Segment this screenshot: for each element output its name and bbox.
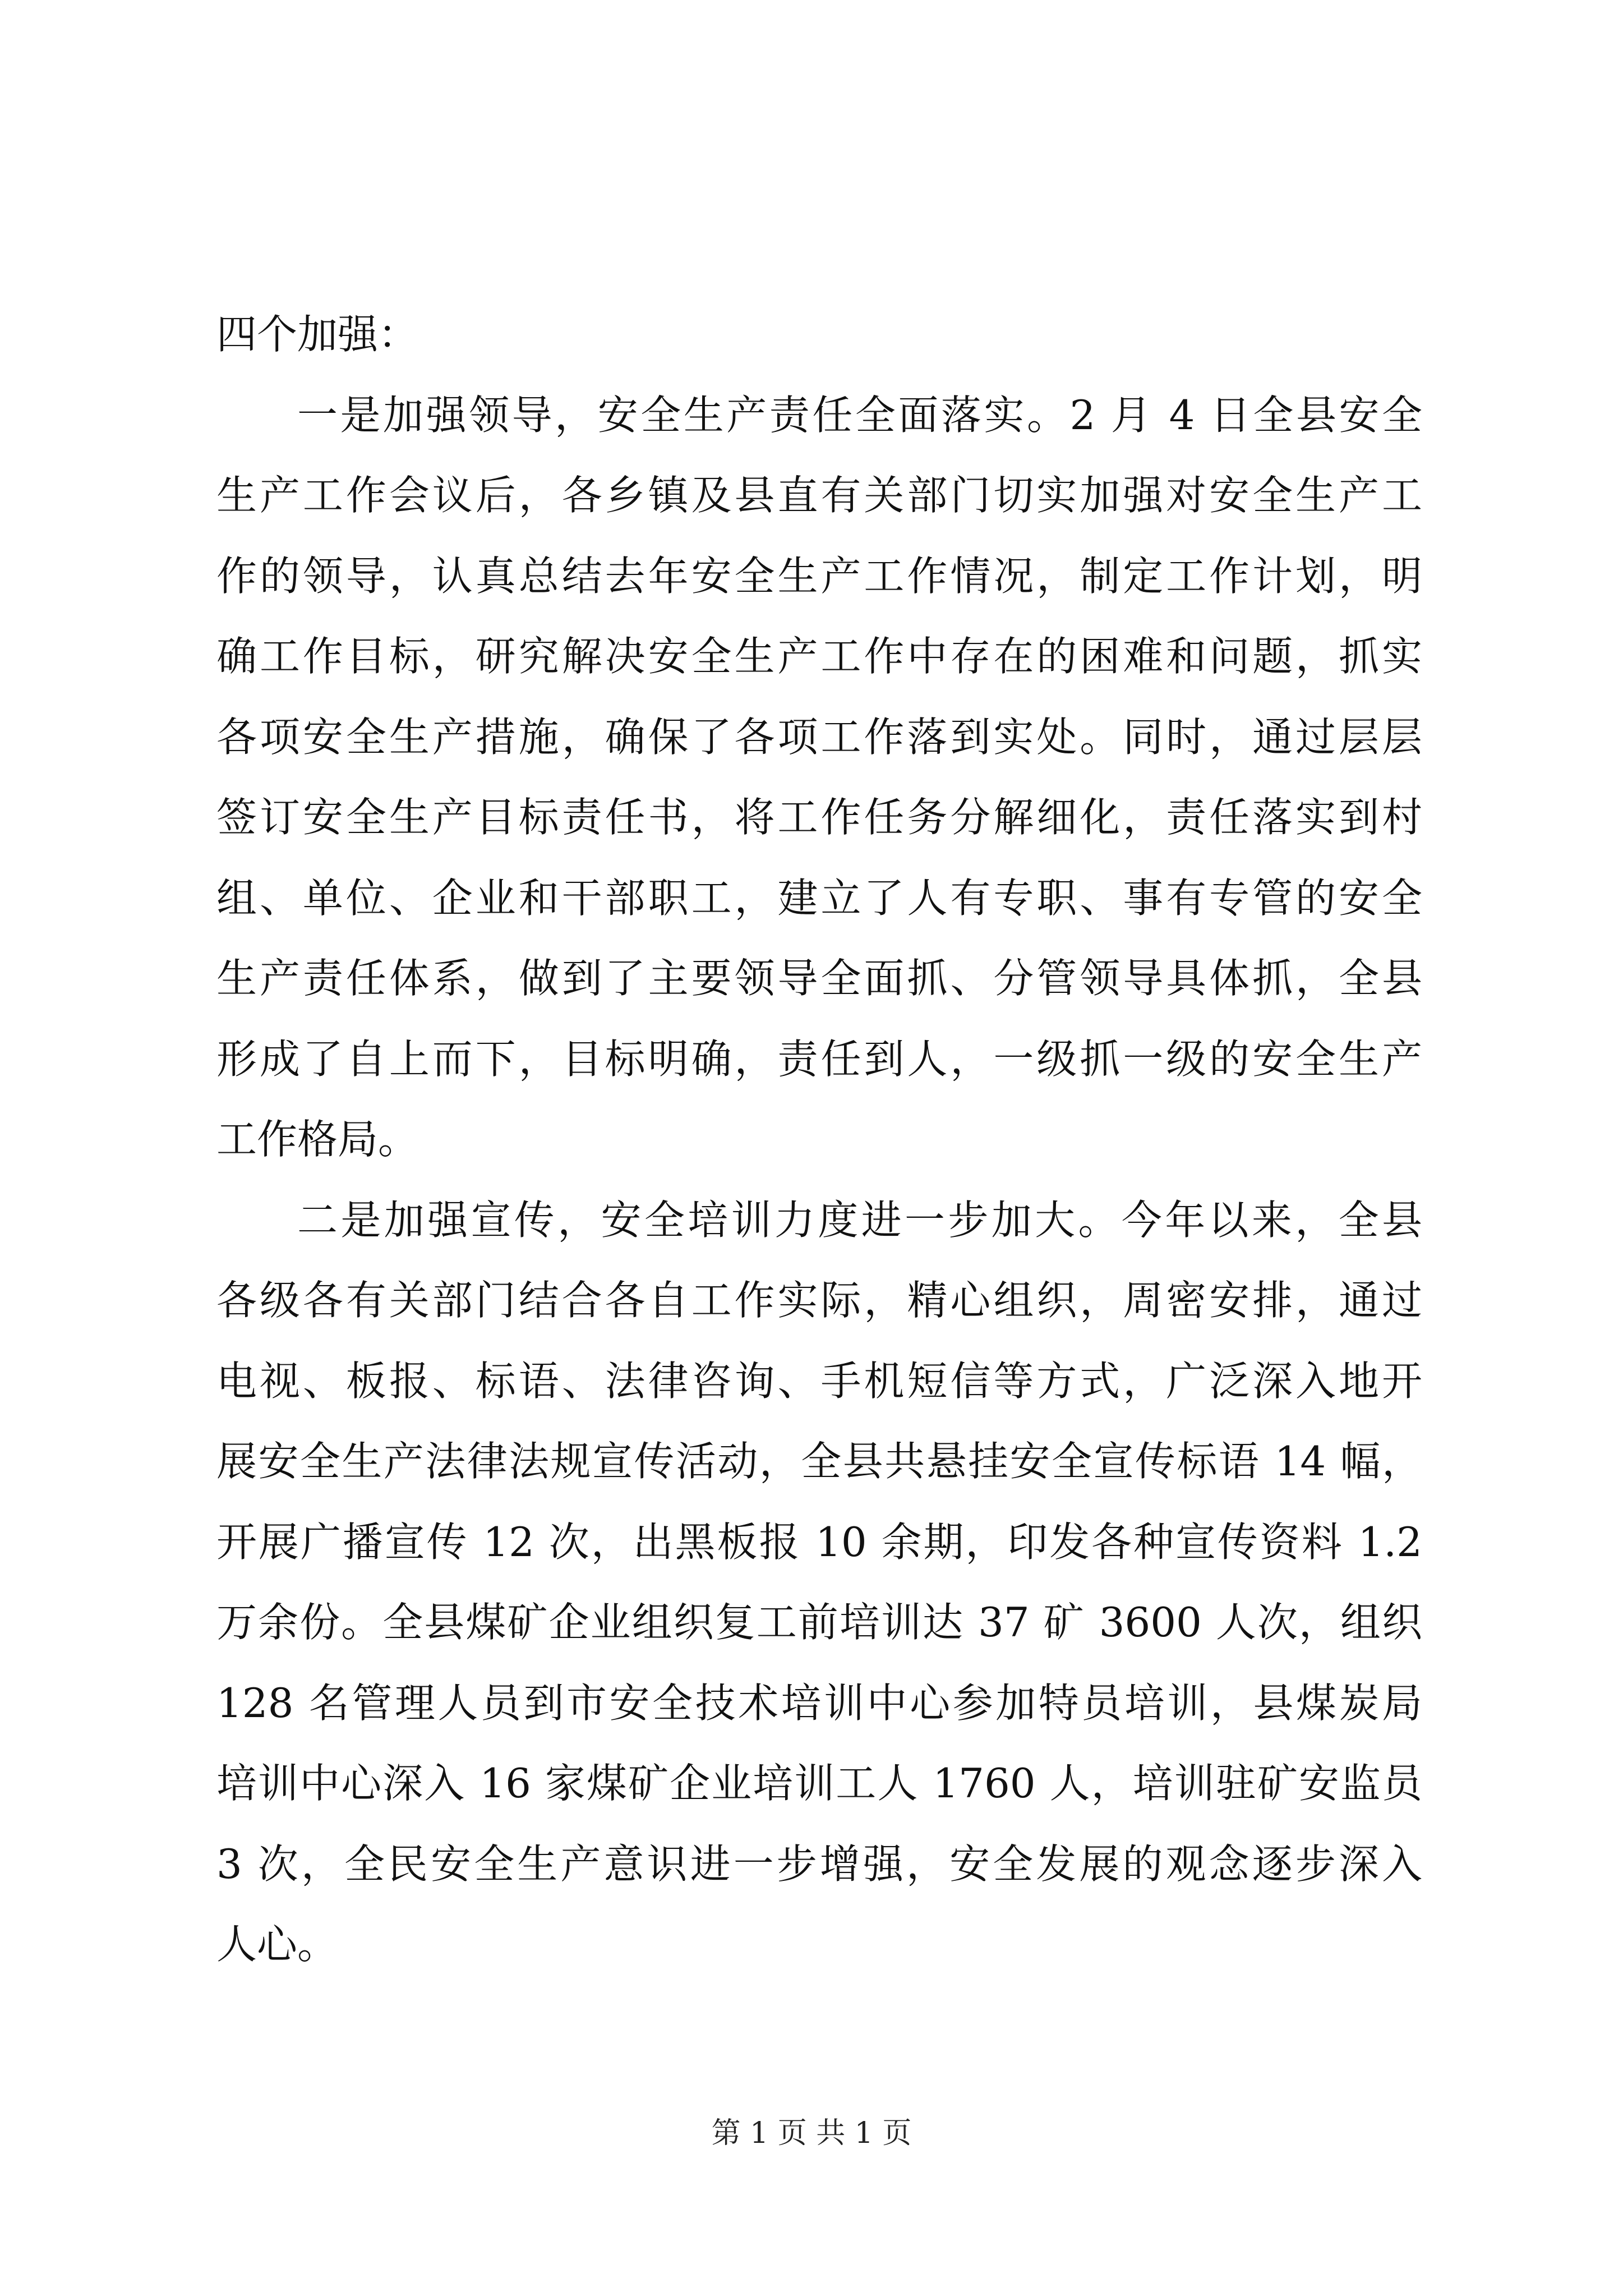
paragraph-2 [216,1180,1422,1985]
section-heading: 四个加强： [216,311,419,358]
paragraph-line: 生产责任体系，做到了主要领导全面抓、分管领导具体抓，全县 [216,955,1422,1002]
paragraph-line: 工作格局。 [216,1116,419,1163]
paragraph-line: 万余份。全县煤矿企业组织复工前培训达 37 矿 3600 人次，组织 [216,1599,1422,1646]
paragraph-line: 开展广播宣传 12 次，出黑板报 10 余期，印发各种宣传资料 1.2 [216,1518,1422,1566]
paragraph-line: 作的领导，认真总结去年安全生产工作情况，制定工作计划，明 [216,552,1422,600]
paragraph-line: 3 次，全民安全生产意识进一步增强，安全发展的观念逐步深入 [216,1840,1422,1888]
paragraph-1 [216,375,1422,1180]
paragraph-line: 展安全生产法律法规宣传活动，全县共悬挂安全宣传标语 14 幅， [216,1438,1422,1485]
paragraph-line: 形成了自上而下，目标明确，责任到人，一级抓一级的安全生产 [216,1035,1422,1083]
paragraph-line: 各级各有关部门结合各自工作实际，精心组织，周密安排，通过 [216,1277,1422,1324]
paragraph-line: 培训中心深入 16 家煤矿企业培训工人 1760 人，培训驻矿安监员 [216,1760,1422,1807]
document-body [216,0,1422,1985]
top-margin [216,0,1422,295]
paragraph-line: 一是加强领导，安全生产责任全面落实。2 月 4 日全县安全 [297,391,1422,439]
paragraph-line: 签订安全生产目标责任书，将工作任务分解细化，责任落实到村 [216,794,1422,841]
paragraph-line: 各项安全生产措施，确保了各项工作落到实处。同时，通过层层 [216,713,1422,761]
paragraph-line: 生产工作会议后，各乡镇及县直有关部门切实加强对安全生产工 [216,472,1422,519]
paragraph-line: 电视、板报、标语、法律咨询、手机短信等方式，广泛深入地开 [216,1357,1422,1405]
paragraph-line: 二是加强宣传，安全培训力度进一步加大。今年以来，全县 [297,1196,1422,1244]
paragraph-line: 人心。 [216,1921,338,1968]
paragraph-line: 128 名管理人员到市安全技术培训中心参加特员培训，县煤炭局 [216,1679,1422,1727]
page-footer: 第 1 页 共 1 页 [711,2116,912,2150]
paragraph-line: 确工作目标，研究解决安全生产工作中存在的困难和问题，抓实 [216,633,1422,680]
paragraph-line: 组、单位、企业和干部职工，建立了人有专职、事有专管的安全 [216,874,1422,922]
